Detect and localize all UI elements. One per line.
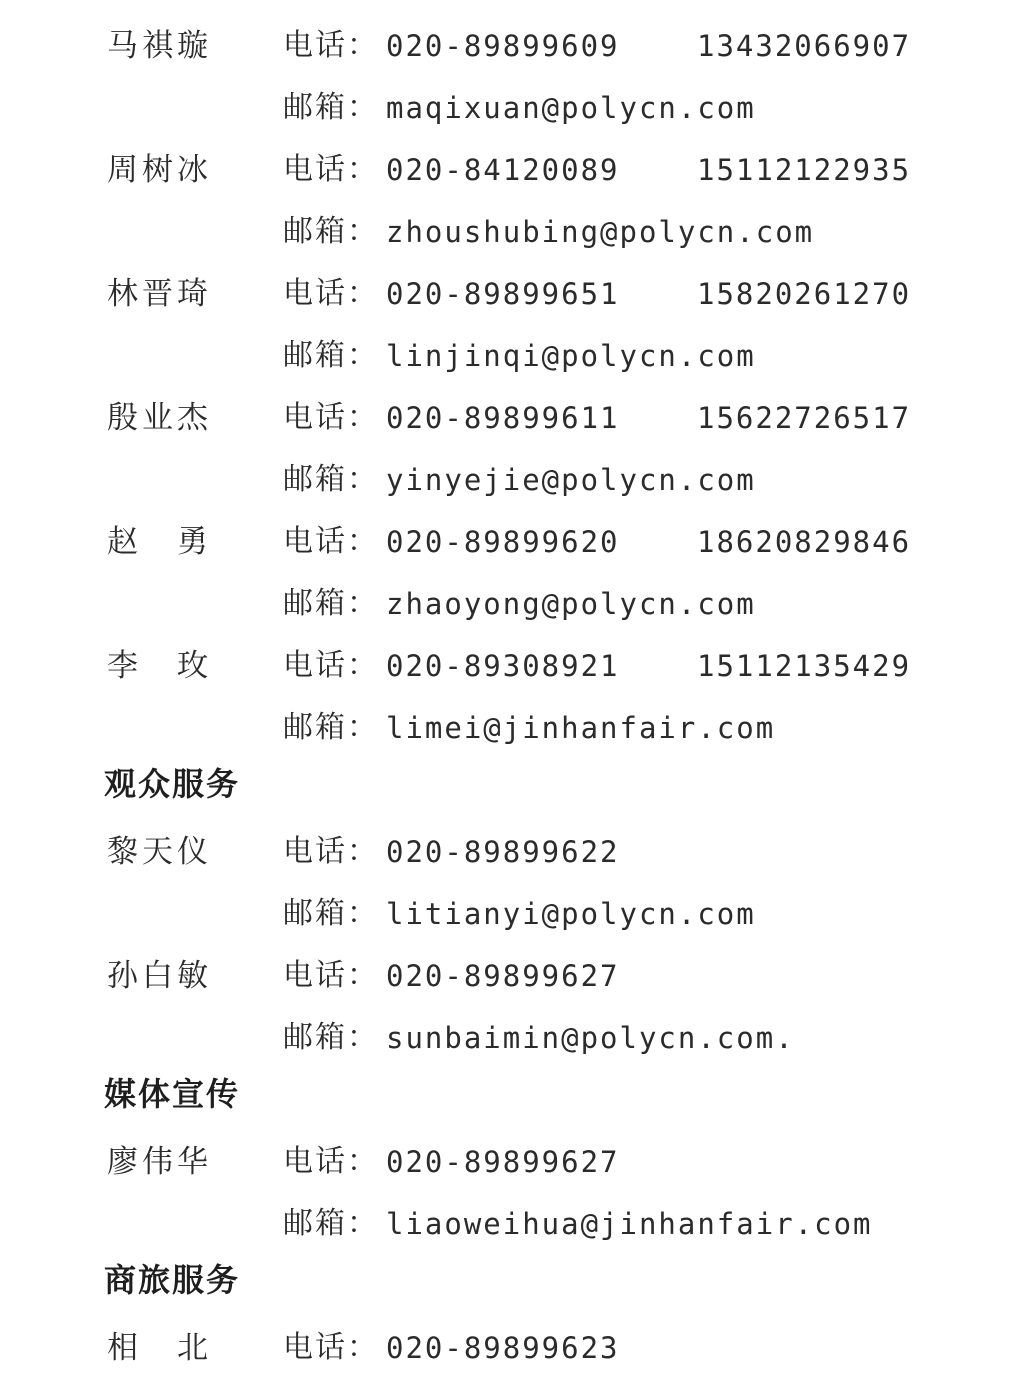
- contact-phone-row: [0, 948, 1015, 1010]
- phone-label: 电话：: [283, 152, 379, 187]
- contact-name: 廖伟华: [107, 1144, 212, 1180]
- contact-name: 赵 勇: [107, 524, 212, 560]
- email-address: sunbaimin@polycn.com.: [386, 1021, 795, 1055]
- contact-phone-row: [0, 824, 1015, 886]
- phone-label: 电话：: [283, 28, 379, 63]
- phone-label: 电话：: [283, 834, 379, 869]
- email-label: 邮箱：: [283, 896, 379, 931]
- phone-label: 电话：: [283, 958, 379, 993]
- phone-label: 电话：: [283, 276, 379, 311]
- email-label: 邮箱：: [283, 90, 379, 125]
- contact-name: 马祺璇: [107, 28, 212, 64]
- email-address: zhaoyong@polycn.com: [386, 587, 756, 621]
- contact-name: 殷业杰: [107, 400, 212, 436]
- email-address: yinyejie@polycn.com: [386, 463, 756, 497]
- phone-number: 020-89899623: [386, 1331, 620, 1365]
- phone-number: 020-89899622: [386, 835, 620, 869]
- contact-phone-row: [0, 18, 1015, 80]
- mobile-number: 13432066907: [697, 29, 912, 63]
- mobile-number: 18620829846: [697, 525, 912, 559]
- contact-phone-row: [0, 266, 1015, 328]
- contact-name: 李 玫: [107, 648, 212, 684]
- phone-number: 020-89899620: [386, 525, 620, 559]
- contact-email-row: [0, 1010, 1015, 1072]
- contact-phone-row: [0, 390, 1015, 452]
- section-heading: 商旅服务: [104, 1261, 241, 1299]
- contact-email-row: [0, 80, 1015, 142]
- email-label: 邮箱：: [283, 1020, 379, 1055]
- contact-email-row: [0, 700, 1015, 762]
- contact-phone-row: [0, 142, 1015, 204]
- section-heading: 观众服务: [104, 765, 241, 803]
- email-address: zhoushubing@polycn.com: [386, 215, 815, 249]
- email-label: 邮箱：: [283, 586, 379, 621]
- section-heading: 媒体宣传: [104, 1075, 241, 1113]
- mobile-number: 15112135429: [697, 649, 912, 683]
- email-address: litianyi@polycn.com: [386, 897, 756, 931]
- contact-phone-row: [0, 514, 1015, 576]
- phone-number: 020-89899609: [386, 29, 620, 63]
- email-label: 邮箱：: [283, 710, 379, 745]
- phone-number: 020-89899651: [386, 277, 620, 311]
- contact-email-row: [0, 452, 1015, 514]
- phone-number: 020-89899611: [386, 401, 620, 435]
- phone-label: 电话：: [283, 648, 379, 683]
- contact-name: 孙白敏: [107, 958, 212, 994]
- mobile-number: 15820261270: [697, 277, 912, 311]
- contact-name: 周树冰: [107, 152, 212, 188]
- phone-label: 电话：: [283, 1144, 379, 1179]
- phone-number: 020-89308921: [386, 649, 620, 683]
- phone-label: 电话：: [283, 1330, 379, 1365]
- contact-name: 相 北: [107, 1330, 212, 1366]
- mobile-number: 15112122935: [697, 153, 912, 187]
- phone-number: 020-84120089: [386, 153, 620, 187]
- contact-name: 黎天仪: [107, 834, 212, 870]
- contact-phone-row: [0, 1320, 1015, 1382]
- email-label: 邮箱：: [283, 462, 379, 497]
- email-label: 邮箱：: [283, 1206, 379, 1241]
- contact-name: 林晋琦: [107, 276, 212, 312]
- contact-phone-row: [0, 1134, 1015, 1196]
- email-label: 邮箱：: [283, 214, 379, 249]
- contact-email-row: [0, 1196, 1015, 1258]
- mobile-number: 15622726517: [697, 401, 912, 435]
- contact-email-row: [0, 886, 1015, 948]
- phone-label: 电话：: [283, 400, 379, 435]
- contact-phone-row: [0, 638, 1015, 700]
- email-address: maqixuan@polycn.com: [386, 91, 756, 125]
- email-label: 邮箱：: [283, 338, 379, 373]
- email-address: limei@jinhanfair.com: [386, 711, 776, 745]
- contact-email-row: [0, 204, 1015, 266]
- phone-label: 电话：: [283, 524, 379, 559]
- email-address: liaoweihua@jinhanfair.com: [386, 1207, 873, 1241]
- contact-email-row: [0, 328, 1015, 390]
- email-address: linjinqi@polycn.com: [386, 339, 756, 373]
- phone-number: 020-89899627: [386, 959, 620, 993]
- contact-email-row: [0, 576, 1015, 638]
- phone-number: 020-89899627: [386, 1145, 620, 1179]
